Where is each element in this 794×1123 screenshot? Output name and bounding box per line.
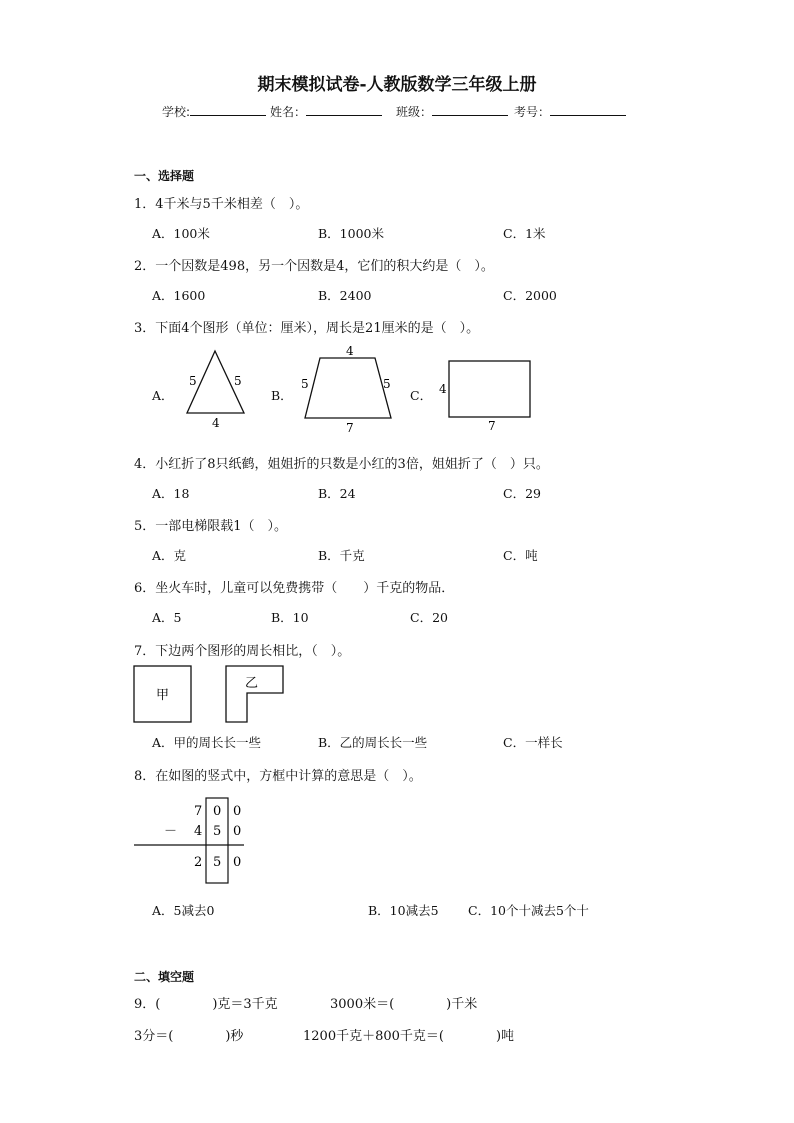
q4-option-b[interactable]: B．24 xyxy=(318,486,356,501)
section-title-fill: 二、填空题 xyxy=(134,970,195,984)
q4-option-c[interactable]: C．29 xyxy=(503,486,541,501)
figure-jia-square xyxy=(134,666,191,722)
q3-option-c[interactable]: C． xyxy=(410,388,433,403)
trapezoid-right-label: 5 xyxy=(383,377,391,391)
q8-option-a[interactable]: A．5减去0 xyxy=(152,903,215,918)
id-blank[interactable] xyxy=(550,103,626,116)
q2-option-b[interactable]: B．2400 xyxy=(318,288,372,303)
school-blank[interactable] xyxy=(190,103,266,116)
section-title-choice: 一、选择题 xyxy=(134,169,195,183)
sub-row2-digit1: 4 xyxy=(194,824,203,839)
rectangle-left-label: 4 xyxy=(439,382,447,396)
q4-option-a[interactable]: A．18 xyxy=(152,486,190,501)
id-field[interactable] xyxy=(514,103,626,120)
name-field[interactable] xyxy=(270,103,382,120)
sub-minus-sign: － xyxy=(164,824,178,839)
q1-option-c[interactable]: C．1米 xyxy=(503,226,546,241)
q2-option-c[interactable]: C．2000 xyxy=(503,288,557,303)
exam-title: 期末模拟试卷-人教版数学三年级上册 xyxy=(257,75,537,95)
rectangle-bottom-label: 7 xyxy=(488,419,496,433)
q7-option-a[interactable]: A．甲的周长长一些 xyxy=(152,735,262,750)
id-label: 考号： xyxy=(514,105,551,119)
name-label: 姓名： xyxy=(270,105,307,119)
question-2: 2．一个因数是498，另一个因数是4，它们的积大约是（ ）。 xyxy=(134,259,494,274)
q8-option-b[interactable]: B．10减去5 xyxy=(368,903,439,918)
question-6: 6．坐火车时，儿童可以免费携带（ ）千克的物品． xyxy=(134,581,455,596)
school-label: 学校: xyxy=(162,105,191,119)
sub-row2-digit3: 0 xyxy=(233,824,242,839)
q6-option-a[interactable]: A．5 xyxy=(152,610,182,625)
sub-row2-digit2: 5 xyxy=(213,824,222,839)
q6-option-c[interactable]: C．20 xyxy=(410,610,448,625)
q5-option-a[interactable]: A．克 xyxy=(152,548,187,563)
q7-option-b[interactable]: B．乙的周长长一些 xyxy=(318,735,428,750)
figure-yi-shape xyxy=(226,666,283,722)
trapezoid-shape xyxy=(305,358,391,418)
question-4: 4．小红折了8只纸鹤，姐姐折的只数是小红的3倍，姐姐折了（ ）只。 xyxy=(134,457,549,472)
triangle-shape xyxy=(187,351,244,413)
trapezoid-top-label: 4 xyxy=(346,344,354,358)
question-9-part1: 9．( )克＝3千克 xyxy=(134,997,278,1012)
figure-jia-label: 甲 xyxy=(156,688,170,703)
sub-row3-digit1: 2 xyxy=(194,855,203,870)
question-9-part4: 1200千克＋800千克＝( )吨 xyxy=(303,1029,515,1044)
class-blank[interactable] xyxy=(432,103,508,116)
question-9-part3: 3分＝( )秒 xyxy=(134,1029,244,1044)
question-9-part2: 3000米＝( )千米 xyxy=(330,997,478,1012)
trapezoid-left-label: 5 xyxy=(301,377,309,391)
question-1: 1．4千米与5千米相差（ ）。 xyxy=(134,197,309,212)
sub-row1-digit2: 0 xyxy=(213,804,222,819)
q6-option-b[interactable]: B．10 xyxy=(271,610,309,625)
q7-option-c[interactable]: C．一样长 xyxy=(503,735,563,750)
trapezoid-bottom-label: 7 xyxy=(346,421,354,435)
sub-row1-digit1: 7 xyxy=(194,804,203,819)
q5-option-c[interactable]: C．吨 xyxy=(503,548,538,563)
question-7: 7．下边两个图形的周长相比，（ ）。 xyxy=(134,644,351,659)
class-label: 班级： xyxy=(396,105,433,119)
school-field[interactable] xyxy=(162,103,266,120)
rectangle-shape xyxy=(449,361,530,417)
sub-row3-digit3: 0 xyxy=(233,855,242,870)
sub-row1-digit3: 0 xyxy=(233,804,242,819)
sub-highlight-box xyxy=(206,798,228,883)
figure-yi-label: 乙 xyxy=(245,676,259,691)
triangle-right-label: 5 xyxy=(234,374,242,388)
class-field[interactable] xyxy=(396,103,508,120)
question-3: 3．下面4个图形（单位：厘米），周长是21厘米的是（ ）。 xyxy=(134,321,480,336)
q3-option-b[interactable]: B． xyxy=(271,388,293,403)
name-blank[interactable] xyxy=(306,103,382,116)
question-5: 5．一部电梯限载1（ ）。 xyxy=(134,519,288,534)
q1-option-b[interactable]: B．1000米 xyxy=(318,226,384,241)
q2-option-a[interactable]: A．1600 xyxy=(152,288,206,303)
q8-option-c[interactable]: C．10个十减去5个十 xyxy=(468,903,589,918)
sub-row3-digit2: 5 xyxy=(213,855,222,870)
triangle-left-label: 5 xyxy=(189,374,197,388)
triangle-bottom-label: 4 xyxy=(212,416,220,430)
q3-option-a[interactable]: A． xyxy=(152,388,174,403)
q1-option-a[interactable]: A．100米 xyxy=(152,226,210,241)
question-8: 8．在如图的竖式中，方框中计算的意思是（ ）。 xyxy=(134,769,422,784)
q5-option-b[interactable]: B．千克 xyxy=(318,548,365,563)
